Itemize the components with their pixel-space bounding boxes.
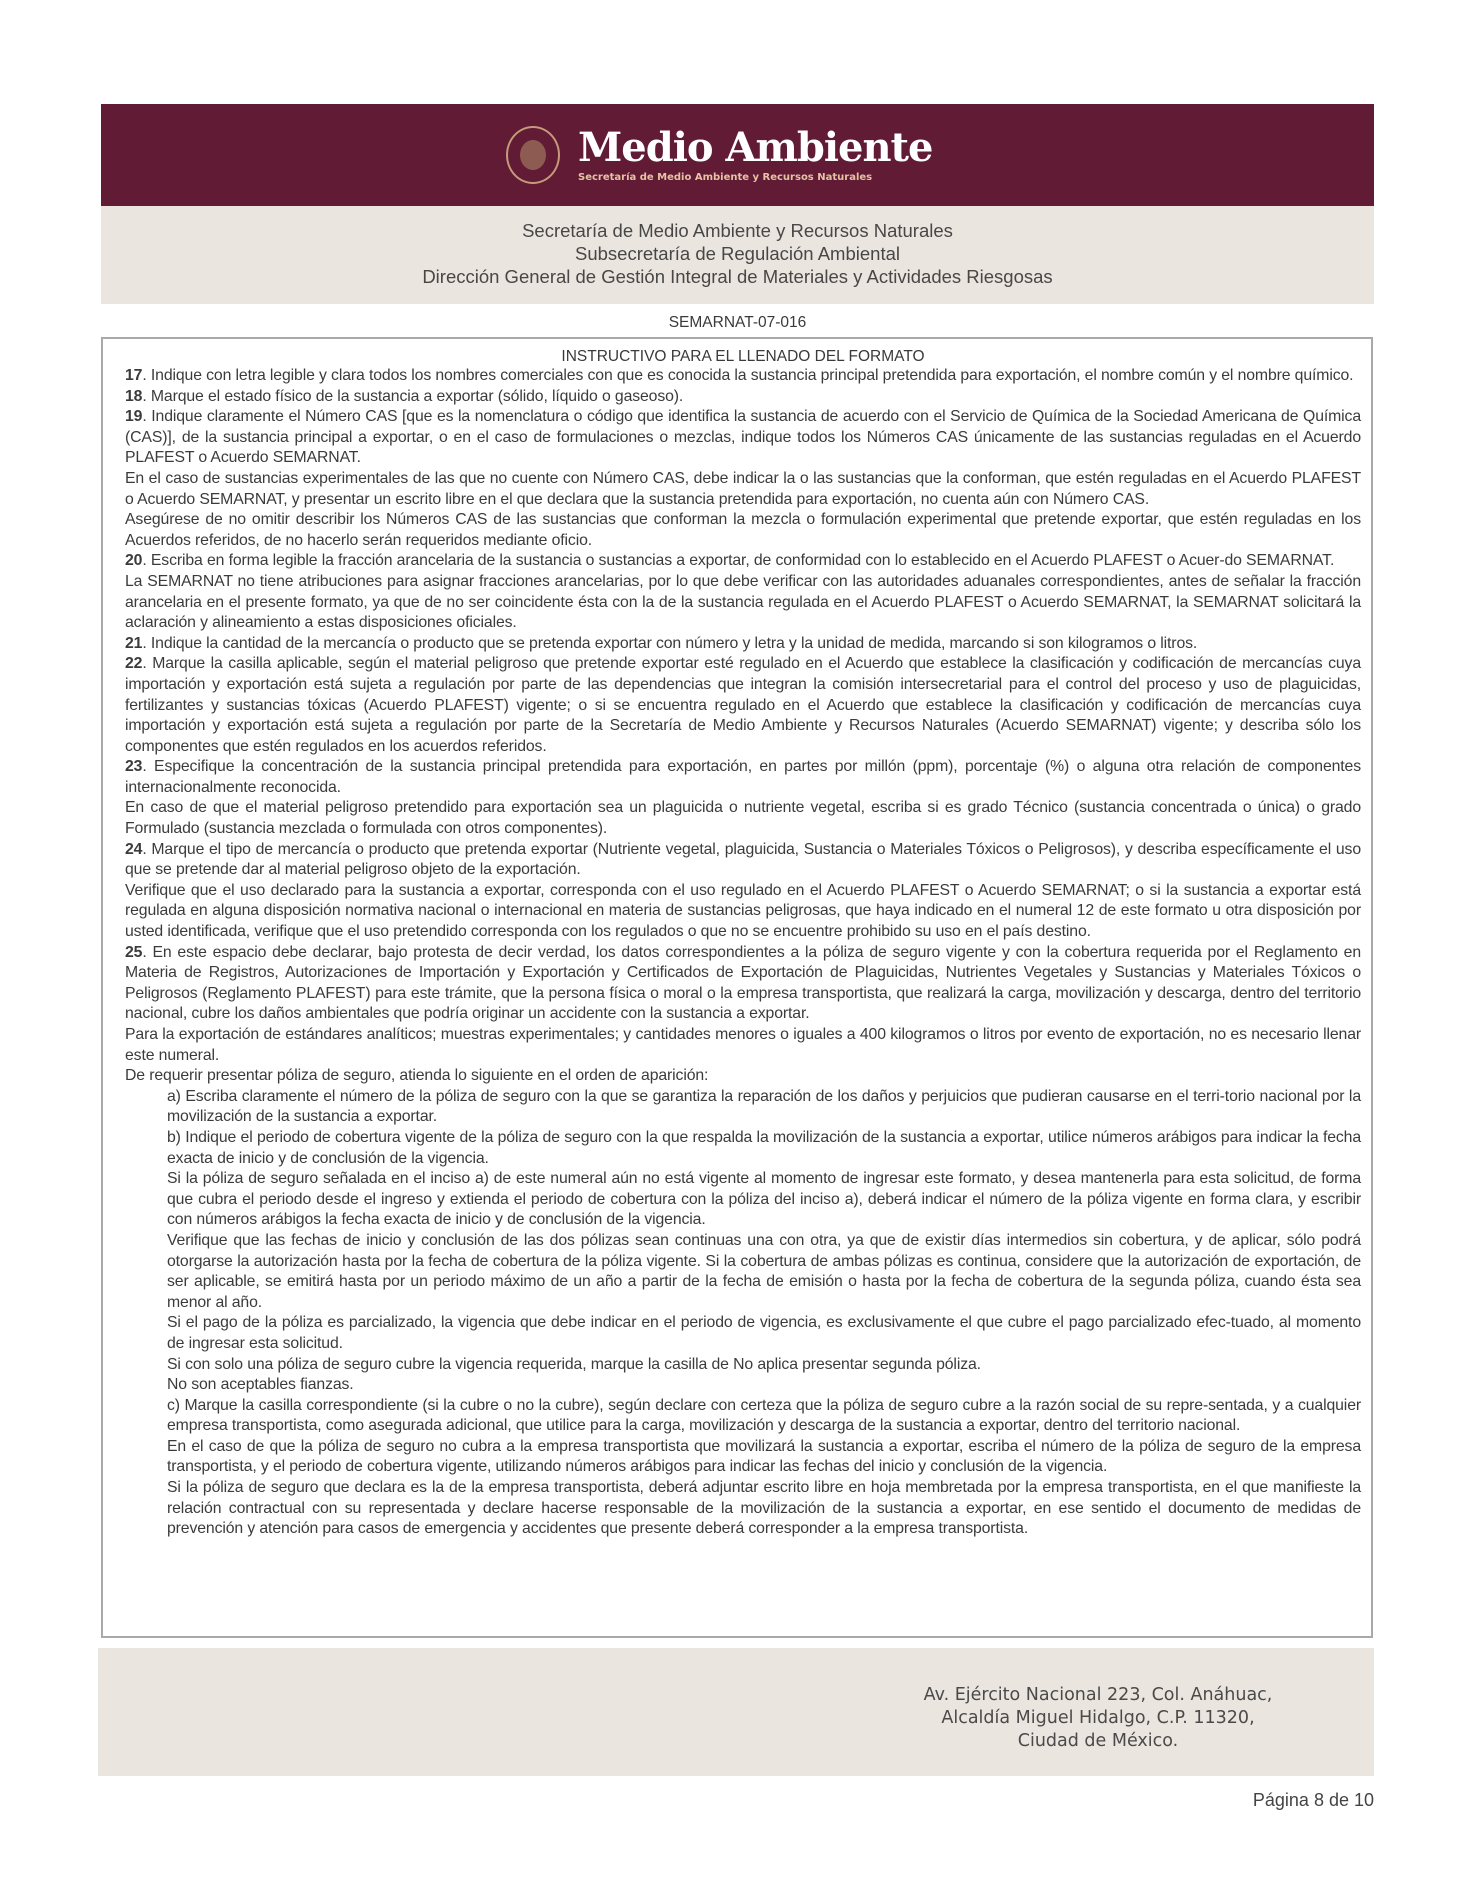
instruction-paragraph [125,469,1361,510]
insurance-subitems [125,1087,1361,1540]
instruction-paragraph [125,407,1361,469]
paragraph-text: En el caso de sustancias experimentales de las que no cuente con Número CAS, debe indicar la o las sustancias que la conforman, que estén reguladas en el Acuerdo PLAFEST o Acuerdo SEMARNAT, y presentar un escrito libre en el que declara que la sustancia pretendida para exportación, no cuenta aún con Número CAS. [125,469,1361,508]
brand-logo [506,123,933,184]
insurance-subitem: a) Escriba claramente el número de la póliza de seguro con la que se garantiza la reparación de los daños y perjuicios que pudieran causarse en el terri-torio nacional por la movilización de la sustancia a exportar. [167,1087,1361,1126]
address-line: Alcaldía Miguel Hidalgo, C.P. 11320, [941,1708,1255,1728]
paragraph-text: . Escriba en forma legible la fracción arancelaria de la sustancia o sustancias a exportar, de conformidad con lo establecido en el Acuerdo PLAFEST o Acuer-do SEMARNAT. [142,552,1335,570]
item-number: 22 [125,655,143,673]
paragraph-text: . En este espacio debe declarar, bajo protesta de decir verdad, los datos correspondientes a la póliza de seguro vigente y con la cobertura requerida por el Reglamento en Materia de Registros, Autorizaciones de Importación y Exportación y Certificados de Exportación de Plaguicidas, Nutrientes Vegetales y Sustancias y Materiales Tóxicos o Peligrosos (Reglamento PLAFEST) para este trámite, que la persona física o moral o la empresa transportista, que realizará la carga, movilización y descarga, dentro del territorio nacional, cubre los daños ambientales que podría originar un accidente con la sustancia a exportar. [125,943,1361,1023]
instruction-paragraph [125,634,1361,655]
item-number: 23 [125,758,143,776]
paragraph-text: La SEMARNAT no tiene atribuciones para asignar fracciones arancelarias, por lo que debe verificar con las autoridades aduanales correspondientes, antes de señalar la fracción arancelaria en el presente formato, ya que de no ser coincidente ésta con la de la sustancia regulada en el Acuerdo PLAFEST o Acuerdo SEMARNAT, la SEMARNAT solicitará la aclaración y alineamiento a estas disposiciones oficiales. [125,572,1361,632]
paragraph-text: . Indique con letra legible y clara todos los nombres comerciales con que es conocida la sustancia principal pretendida para exportación, el nombre común y el nombre químico. [142,367,1354,384]
paragraph-text: . Marque el estado físico de la sustancia a exportar (sólido, líquido o gaseoso). [142,387,684,405]
insurance-subitem: Si la póliza de seguro que declara es la de la empresa transportista, deberá adjuntar escrito libre en hoja membretada por la empresa transportista, en el que manifieste la relación contractual con su representada y declare hacerse responsable de la movilización de la sustancia a exportar, en ese sentido el documento de medidas de prevención y atención para casos de emergencia y accidentes que presente deberá corresponder a la empresa transportista. [167,1479,1361,1538]
item-number: 25 [125,943,143,961]
brand-subtitle: Secretaría de Medio Ambiente y Recursos Naturales [578,171,873,183]
brand-title: Medio Ambiente [578,123,933,171]
item-number: 19 [125,408,143,426]
item-number: 20 [125,552,143,570]
insurance-subitem: Si con solo una póliza de seguro cubre la vigencia requerida, marque la casilla de No aplica presentar segunda póliza. [167,1355,981,1373]
instruction-paragraph [125,881,1361,943]
paragraph-text: En caso de que el material peligroso pretendido para exportación sea un plaguicida o nutriente vegetal, escriba si es grado Técnico (sustancia concentrada o única) o grado Formulado (sustancia mezclada o formulada con otros componentes). [125,799,1361,838]
item-number: 18 [125,387,143,405]
instruction-paragraph [125,757,1361,798]
agency-header [101,206,1374,304]
agency-line: Secretaría de Medio Ambiente y Recursos Naturales [522,220,953,241]
insurance-subitem: En el caso de que la póliza de seguro no cubra a la empresa transportista que movilizará la sustancia a exportar, escriba el número de la póliza de seguro de la empresa transportista, y el periodo de cobertura vigente, utilizando números arábigos para indicar las fechas del inicio y conclusión de la vigencia. [167,1437,1361,1476]
insurance-subitem: c) Marque la casilla correspondiente (si la cubre o no la cubre), según declare con certeza que la póliza de seguro cubre a la razón social de su repre-sentada, y a cualquier empresa transportista, como asegurada adicional, que utilice para la carga, movilización y descarga de la sustancia a exportar, dentro del territorio nacional. [167,1396,1361,1435]
instruction-paragraph [125,840,1361,881]
instruction-paragraph [125,510,1361,551]
instruction-paragraph [125,798,1361,839]
paragraph-text: . Marque la casilla aplicable, según el material peligroso que pretende exportar esté regulado en el Acuerdo que establece la clasificación y codificación de mercancías cuya importación y exportación está sujeta a regulación por parte de las dependencias que integran la comisión intersecretarial para el control del proceso y uso de plaguicidas, fertilizantes y sustancias tóxicas (Acuerdo PLAFEST) vigente; o si se encuentra regulado en el Acuerdo que establece la clasificación y codificación de mercancías cuya importación y exportación está sujeta a regulación por parte de la Secretaría de Medio Ambiente y Recursos Naturales (Acuerdo SEMARNAT) vigente; y describa sólo los componentes que estén regulados en los acuerdos referidos. [125,655,1361,755]
header-banner [101,104,1374,206]
page-number: Página 8 de 10 [1252,1790,1374,1810]
paragraph-text: . Indique claramente el Número CAS [que es la nomenclatura o código que identifica la sustancia de acuerdo con el Servicio de Química de la Sociedad Americana de Química (CAS)], de la sustancia principal a exportar, o en el caso de formulaciones o mezclas, indique todos los Números CAS únicamente de las sustancias reguladas en el Acuerdo PLAFEST o Acuerdo SEMARNAT. [125,408,1361,467]
insurance-subitem: No son aceptables fianzas. [167,1376,354,1394]
address [898,1684,1298,1753]
paragraph-text: Asegúrese de no omitir describir los Números CAS de las sustancias que conforman la mezcla o formulación experimental que pretende exportar, que estén reguladas en los Acuerdos referidos, de no hacerlo serán requeridos mediante oficio. [125,511,1361,549]
insurance-subitem: Si el pago de la póliza es parcializado, la vigencia que debe indicar en el periodo de vigencia, es exclusivamente el que cubre el pago parcializado efec-tuado, al momento de ingresar esta solicitud. [167,1314,1361,1352]
paragraph-text: . Indique la cantidad de la mercancía o producto que se pretenda exportar con número y letra y la unidad de medida, marcando si son kilogramos o litros. [142,634,1198,652]
paragraph-text: Para la exportación de estándares analíticos; muestras experimentales; y cantidades menores o iguales a 400 kilogramos o litros por evento de exportación, no es necesario llenar este numeral. [125,1026,1361,1064]
paragraph-text: . Especifique la concentración de la sustancia principal pretendida para exportación, en partes por millón (ppm), porcentaje (%) o alguna otra relación de componentes internacionalmente reconocida. [125,758,1361,796]
insurance-subitem: b) Indique el periodo de cobertura vigente de la póliza de seguro con la que respalda la movilización de la sustancia a exportar, utilice números arábigos para indicar la fecha exacta de inicio y de conclusión de la vigencia. [167,1128,1361,1167]
address-line: Ciudad de México. [1017,1731,1179,1751]
paragraph-text: De requerir presentar póliza de seguro, atienda lo siguiente en el orden de aparición: [125,1067,709,1085]
instruction-paragraph [125,1025,1361,1066]
instructions-box [101,337,1373,1638]
paragraph-text: . Marque el tipo de mercancía o producto que pretenda exportar (Nutriente vegetal, plaguicida, Sustancia o Materiales Tóxicos o Peligrosos), y describa específicamente el uso que se pretende dar al material peligroso objeto de la exportación. [125,840,1361,879]
insurance-subitem: Verifique que las fechas de inicio y conclusión de las dos pólizas sean continuas una con otra, ya que de existir días intermedios sin cobertura, y de aplicar, sólo podrá otorgarse la autorización hasta por la fecha de cobertura de la póliza vigente. Si la cobertura de ambas pólizas es continua, considere que la autorización de exportación, de ser aplicable, se emitirá hasta por un periodo máximo de un año a partir de la fecha de emisión o hasta por la fecha de cobertura de la segunda póliza, cuando ésta sea menor al año. [167,1231,1361,1311]
instruction-paragraph [125,387,1361,408]
paragraph-text: Verifique que el uso declarado para la sustancia a exportar, corresponda con el uso regulado en el Acuerdo PLAFEST o Acuerdo SEMARNAT; o si la sustancia a exportar está regulada en alguna disposición normativa nacional o internacional en materia de sustancias peligrosas, que haya indicado en el numeral 12 de este formato u otra disposición por usted identificada, verifique que el uso pretendido corresponda con los regulados o que no se encuentre prohibido su uso en el país destino. [125,881,1361,941]
instruction-paragraph [125,572,1361,634]
item-number: 24 [125,840,143,858]
directorate-line: Dirección General de Gestión Integral de Materiales y Actividades Riesgosas [422,266,1053,287]
footer-band [98,1648,1374,1776]
instructions-title: INSTRUCTIVO PARA EL LLENADO DEL FORMATO [561,348,925,365]
subagency-line: Subsecretaría de Regulación Ambiental [575,243,900,264]
national-seal-icon [506,126,560,184]
item-number: 21 [125,634,143,652]
instruction-paragraph [125,943,1361,1025]
address-line: Av. Ejército Nacional 223, Col. Anáhuac, [923,1685,1273,1705]
instruction-paragraph [125,1066,1361,1087]
instruction-paragraph [125,654,1361,757]
insurance-subitem: Si la póliza de seguro señalada en el inciso a) de este numeral aún no está vigente al momento de ingresar este formato, y desea mantenerla para esta solicitud, de forma que cubra el periodo desde el ingreso y extienda el periodo de cobertura con la póliza del inciso a), deberá indicar el número de la póliza vigente en forma clara, y escribir con números arábigos la fecha exacta de inicio y de conclusión de la vigencia. [167,1170,1361,1229]
form-code: SEMARNAT-07-016 [668,314,807,331]
instruction-paragraph [125,366,1361,387]
instruction-paragraph [125,551,1361,572]
item-number: 17 [125,367,143,384]
instructions-body [125,366,1361,1087]
